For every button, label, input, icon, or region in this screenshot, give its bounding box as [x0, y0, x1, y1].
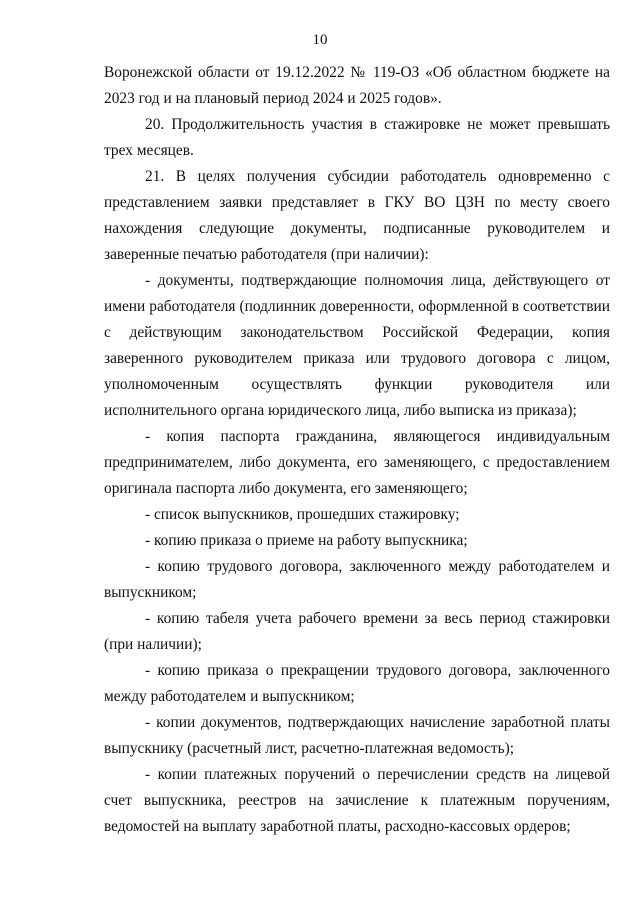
list-item-salary-documents: - копии документов, подтверждающих начисление заработной платы выпускнику (расчетный лист, расчетно-платежная ведомость);: [104, 714, 610, 757]
list-item-authority-documents: - документы, подтверждающие полномочия лица, действующего от имени работодателя (подлинник доверенности, оформленной в соответствии с действующим законодательством Российской Федерации, копия заверенного руководителем приказа или трудового договора с лицом, уполномоченным осуществлять функции руководителя или исполнительного органа юридического лица, либо выписка из приказа);: [104, 272, 610, 419]
page-number: 10: [312, 32, 328, 48]
list-item-hiring-order: - копию приказа о приеме на работу выпускника;: [145, 532, 468, 549]
document-body: [104, 60, 610, 840]
list-item-employment-contract: - копию трудового договора, заключенного между работодателем и выпускником;: [104, 558, 610, 601]
list-item-passport-copy: - копия паспорта гражданина, являющегося индивидуальным предпринимателем, либо документа, его заменяющего, с предоставлением оригинала паспорта либо документа, его заменяющего;: [104, 428, 610, 497]
list-item-termination-order: - копию приказа о прекращении трудового договора, заключенного между работодателем и выпускником;: [104, 662, 610, 705]
paragraph-20: 20. Продолжительность участия в стажировке не может превышать трех месяцев.: [104, 116, 610, 159]
paragraph-continuation: Воронежской области от 19.12.2022 № 119-ОЗ «Об областном бюджете на 2023 год и на плановый период 2024 и 2025 годов».: [104, 64, 610, 107]
list-item-timesheet: - копию табеля учета рабочего времени за весь период стажировки (при наличии);: [104, 610, 610, 653]
paragraph-21: 21. В целях получения субсидии работодатель одновременно с представлением заявки представляет в ГКУ ВО ЦЗН по месту своего нахождения следующие документы, подписанные руководителем и заверенные печатью работодателя (при наличии):: [104, 168, 610, 263]
list-item-payment-orders: - копии платежных поручений о перечислении средств на лицевой счет выпускника, реестров на зачисление к платежным поручениям, ведомостей на выплату заработной платы, расходно-кассовых ордеров;: [104, 766, 610, 835]
list-item-graduates-list: - список выпускников, прошедших стажировку;: [145, 506, 460, 523]
